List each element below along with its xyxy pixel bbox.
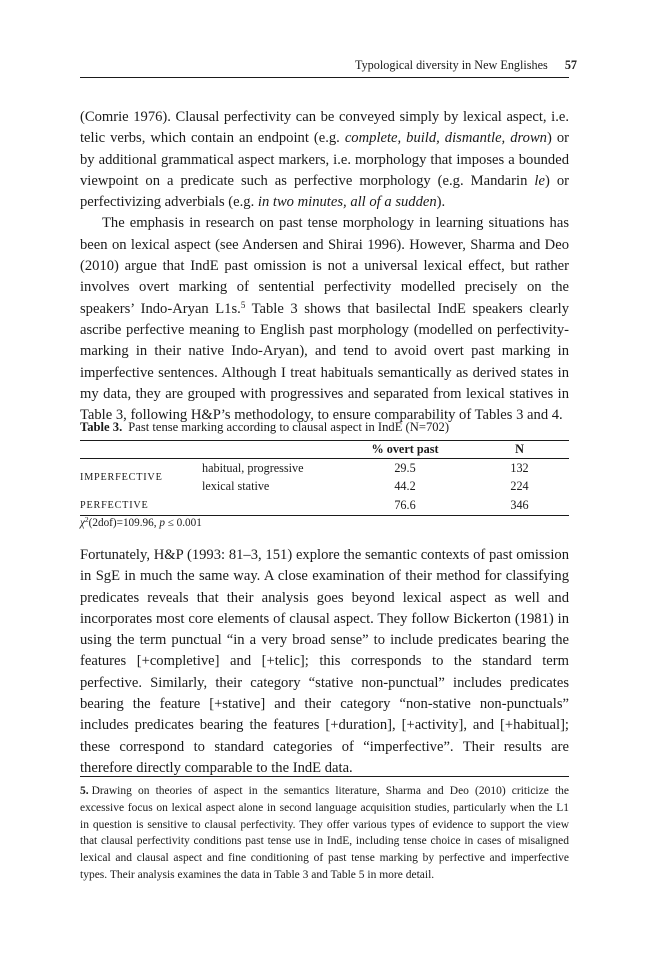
para2-text-b: Table 3 shows that basilectal IndE speakers clearly ascribe perfective meaning to English past morphology (modelled on perfectivity-marking in their native Indo-Aryan), and tend to avoid overt past marking in imperfective sentences. Although I treat habituals semantically as derived states in my data, they are grouped with progressives and separated from lexical statives in Table 3, following H&P’s methodology, to ensure comparability of Tables 3 and 4. [80,300,569,424]
percent-cell: 44.2 [394,479,416,494]
footnote-number: 5. [80,785,89,797]
header-rule [80,77,569,78]
footnote [80,783,569,884]
group-label-perfective: PERFECTIVE [80,496,202,515]
para1-text-a: (Comrie 1976). Clausal perfectivity can be conveyed simply by lexical aspect, i.e. telic verbs, which contain an endpoint (e.g. [80,109,569,147]
page-number: 57 [564,58,577,72]
sub-label [202,496,340,515]
p-symbol: p [159,517,165,529]
para2-text-a: The emphasis in research on past tense morphology in learning situations has been on lexical aspect (see Andersen and Shirai 1996). However, Sharma and Deo (2010) argue that IndE past omission is not a universal lexical effect, but rather involves overt marking of sentential perfectivity modelled precisely on the speakers’ Indo-Aryan L1s. [80,215,569,317]
paragraph-1 [80,107,569,213]
para1-text-c: ) or perfectivizing adverbials (e.g. [80,172,569,211]
n-cell: 224 [510,479,529,494]
table-row [80,459,569,478]
running-title: Typological diversity in New Englishes [355,58,548,72]
table-caption-text: Past tense marking according to clausal aspect in IndE (N=702) [128,420,450,434]
table-label: Table 3. [80,420,123,434]
sub-label: habitual, progressive [202,460,304,475]
header-cell-sub [202,441,340,459]
percent-cell: 76.6 [340,496,470,515]
para1-text-b: ) or by additional grammatical aspect markers, i.e. morphology that imposes a bounded viewpoint on a predicate such as perfective morphology (e.g. Mandarin [80,130,570,189]
group-label-imperfective: IMPERFECTIVE [80,472,163,483]
paragraph-2 [80,213,569,426]
chi-symbol: χ [80,517,85,529]
results-table [80,440,569,516]
header-cell-n: N [470,441,569,459]
footnote-reference[interactable]: 5 [240,299,246,310]
table-row [80,496,569,515]
table-caption [80,420,449,435]
table-statistic [80,517,202,529]
percent-cell: 29.5 [394,460,416,475]
p-condition: ≤ 0.001 [164,517,202,529]
para1-example-adverbials: in two minutes, all of a sudden [257,194,437,211]
running-header [80,58,577,73]
header-cell-group [80,441,202,459]
table-header-row [80,441,569,459]
body-top [80,107,569,426]
n-cell: 346 [470,496,569,515]
n-cell: 132 [510,460,529,475]
body-bottom [80,545,569,779]
sub-label: lexical stative [202,479,270,494]
para1-text-d: ). [436,194,446,211]
footnote-rule [80,776,569,777]
chi-superscript: 2 [84,515,89,524]
paragraph-3: Fortunately, H&P (1993: 81–3, 151) explore the semantic contexts of past omission in SgE in much the same way. A close examination of their method for classifying predicates reveals that their analysis goes beyond lexical aspect as well and incorporates most core elements of clausal aspect. They follow Bickerton (1981) in using the term punctual “in a very broad sense” to include predicates bearing the features [+completive] and [+telic]; this corresponds to the standard term perfective. Similarly, their category “stative non-punctual” includes predicates bearing the feature [+stative] and their category “non-stative non-punctuals” includes predicates bearing the features [+duration], [+activity], and [+habitual]; these correspond to standard categories of “imperfective”. Their results are therefore directly comparable to the IndE data. [80,547,569,776]
footnote-text: Drawing on theories of aspect in the semantics literature, Sharma and Deo (2010) criticize the excessive focus on lexical aspect alone in second language acquisition studies, particularly when the L1 in question is sensitive to clausal perfectivity. They offer various types of evidence to support the view that clausal perfectivity conditions past tense use in IndE, including tense choice in cases of misaligned lexical and clausal aspect and fine conditioning of past tense marking by perfective and imperfective types. Their analysis examines the data in Table 3 and Table 5 in more detail. [80,785,569,881]
stat-value: (2dof)=109.96, [88,517,160,529]
para1-example-le: le [534,172,545,189]
para1-example-verbs: complete, build, dismantle, drown [344,130,547,147]
header-cell-percent: % overt past [340,441,470,459]
